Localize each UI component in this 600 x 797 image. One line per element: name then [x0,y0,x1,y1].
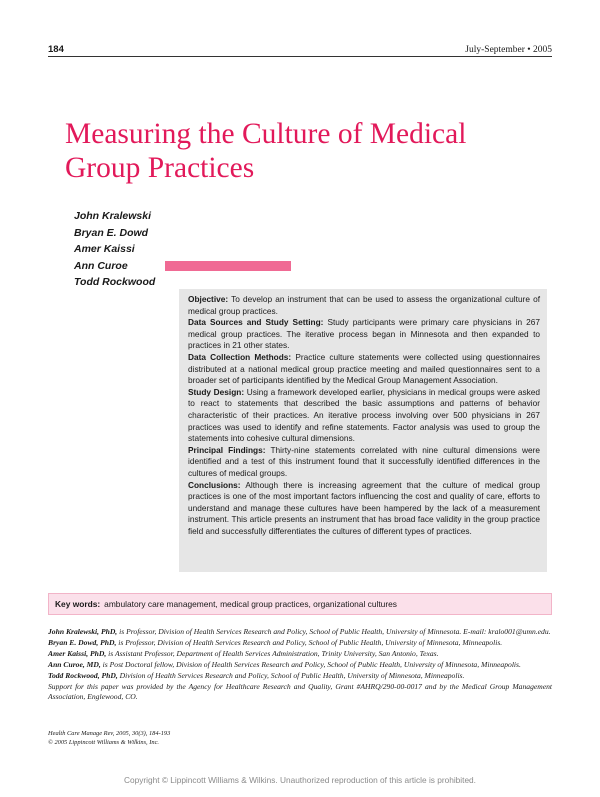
abstract-body: Although there is increasing agreement that the culture of medical group practices is one of the most important factors influencing the cost and quality of care, efforts to understand and manage these cultures have been hampered by the lack of a measurement instrument. This article presents an instrument that has broad face validity in the group practice field and successfully differentiates the cultures of different types of practices. [188,479,540,536]
abstract-label: Conclusions: [188,479,241,490]
page-number: 184 [48,44,64,55]
affiliation-entry [48,671,552,681]
funding-text: Support for this paper was provided by the Agency for Healthcare Research and Quality, Grant #AHRQ/290-00-0017 and by the Medical Group Management Association, Englewood, CO. [48,682,552,701]
abstract-body: Using a framework developed earlier, physicians in medical groups were asked to react to statements that described the basic assumptions and patterns of behavior characteristic of their practices. An iterative process involving over 500 physicians in 267 practices was used to identify and refine statements. Factor analysis was used to group the statements into cohesive cultural dimensions. [188,386,540,444]
abstract-body: Practice culture statements were collected using questionnaires distributed at a national medical group practice meeting and mailed questionnaires sent to a broader set of participants identified by the Medical Group Management Association. [188,351,540,386]
abstract-objective [188,294,540,317]
running-header [48,44,552,55]
abstract-conclusions [188,480,540,538]
affiliation-entry [48,649,552,659]
affiliation-entry [48,638,552,648]
abstract-body: Study participants were primary care physicians in 267 medical group practices. The iterative process began in Minnesota and then expanded to practices in 21 other states. [188,317,540,351]
author-name: Todd Rockwood [74,276,156,288]
affiliation-entry [48,627,552,637]
abstract-label: Study Design: [188,386,245,397]
author-name: John Kralewski [74,210,152,222]
copyright-footer: Copyright © Lippincott Williams & Wilkins. Unauthorized reproduction of this article is prohibited. [124,775,476,785]
affiliation-text: is Assistant Professor, Department of Health Services Administration, Trinity University, San Antonio, Texas. [108,649,439,658]
affiliation-name: Todd Rockwood, PhD, [48,671,118,680]
abstract-label: Data Collection Methods: [188,351,292,362]
abstract-data-sources [188,317,540,352]
author-accent-bar [165,261,291,271]
abstract-body: Thirty-nine statements correlated with nine cultural dimensions were identified and a test of this instrument found that it successfully identified differences in the cultures of medical groups. [188,444,540,478]
keywords-label: Key words: [55,599,101,609]
abstract-data-collection [188,352,540,387]
affiliation-text: is Professor, Division of Health Services Research and Policy, School of Public Health, University of Minnesota, Minneapolis. [118,638,503,647]
affiliation-name: Amer Kaissi, PhD, [48,649,107,658]
author-name: Ann Curoe [74,259,128,272]
affiliation-name: Ann Curoe, MD, [48,660,101,669]
journal-citation [48,730,170,747]
abstract-principal-findings [188,445,540,480]
funding-note [48,682,552,702]
abstract [188,294,540,537]
author-name: Amer Kaissi [74,243,135,255]
header-rule [48,56,552,57]
affiliation-text: is Post Doctoral fellow, Division of Health Services Research and Policy, School of Public Health, University of Minnesota, Minneapolis. [102,660,521,669]
affiliation-text: Division of Health Services Research and Policy, School of Public Health, University of Minnesota, Minneapolis. [119,671,465,680]
citation-line: Health Care Manage Rev, 2005, 30(3), 184-193 [48,730,171,737]
author-list [74,208,155,291]
affiliation-entry [48,660,552,670]
abstract-label: Data Sources and Study Setting: [188,317,324,328]
affiliation-text: is Professor, Division of Health Services Research and Policy, School of Public Health, University of Minnesota. E-mail: kralo001@umn.edu. [119,627,551,636]
abstract-label: Objective: [188,294,229,304]
author-affiliations [48,627,552,703]
abstract-study-design [188,387,540,445]
article-title: Measuring the Culture of Medical Group Practices [65,118,467,184]
keywords-box [48,593,552,615]
affiliation-name: Bryan E. Dowd, PhD, [48,638,117,647]
abstract-label: Principal Findings: [188,444,266,455]
copyright-line: © 2005 Lippincott Williams & Wilkins, Inc. [48,738,160,746]
journal-issue-date: July-September • 2005 [465,45,552,55]
affiliation-name: John Kralewski, PhD, [48,627,118,636]
keywords-text: ambulatory care management, medical group practices, organizational cultures [104,599,397,609]
abstract-body: To develop an instrument that can be used to assess the organizational culture of medical group practices. [188,294,541,316]
author-name: Bryan E. Dowd [74,226,149,239]
